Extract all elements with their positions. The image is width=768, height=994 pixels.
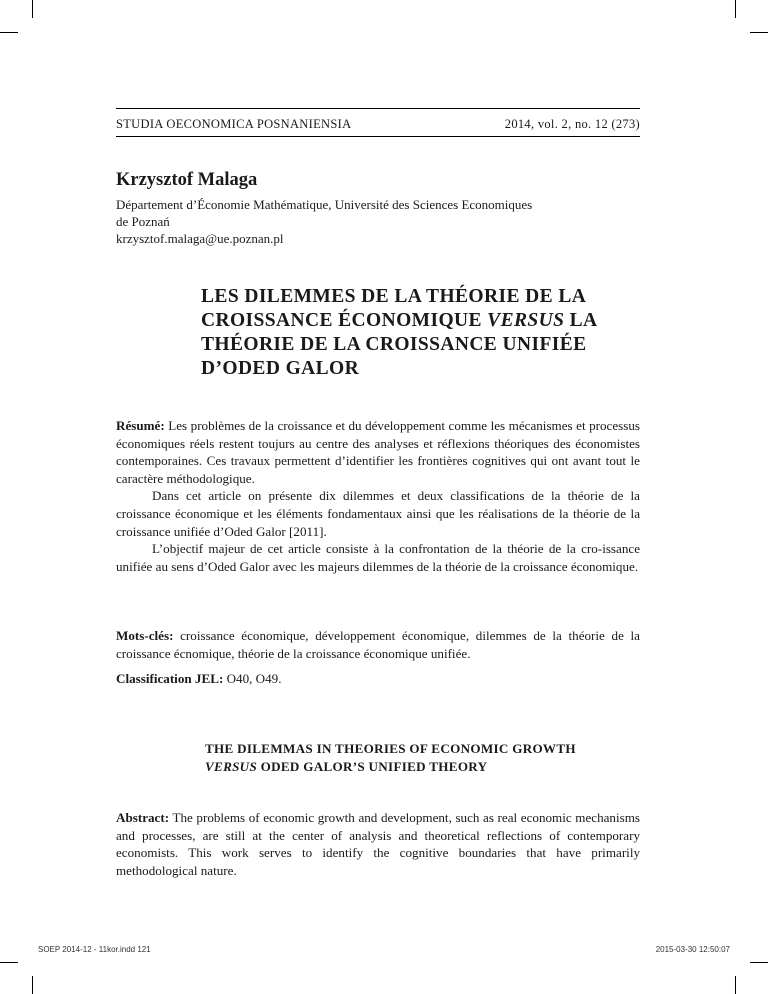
title-en-versus: VERSUS <box>205 759 258 774</box>
title-en-line1: THE DILEMMAS IN THEORIES OF ECONOMIC GROWTH <box>205 741 576 756</box>
abstract-text: The problems of economic growth and development, such as real economic mechanisms and processes, are still at the center of analysis and theoretical reflections of contemporary economists. This work serves to identify the cognitive boundaries that have primarily methodological nature. <box>116 810 640 878</box>
abstract-block <box>116 809 640 879</box>
jel-text: O40, O49. <box>223 671 282 686</box>
affiliation-line: de Poznań <box>116 214 170 229</box>
resume-p2: Dans cet article on présente dix dilemmes et deux classifications de la théorie de la croissance économique et les éléments fondamentaux ainsi que les réalisations de la théorie de la croissance unifiée d’Oded Galor [2011]. <box>116 488 640 539</box>
crop-mark <box>750 32 768 33</box>
crop-mark <box>735 976 736 994</box>
header-rule-top <box>116 108 640 109</box>
abstract-label: Abstract: <box>116 810 170 825</box>
title-part: LA THÉORIE DE LA CROISSANCE UNIFIÉE D’ODED GALOR <box>201 310 597 379</box>
affiliation-line: Département d’Économie Mathématique, Université des Sciences Economiques <box>116 197 533 212</box>
paper-title-fr <box>201 285 641 381</box>
footer-left: SOEP 2014-12 - 11kor.indd 121 <box>38 945 151 954</box>
jel-label: Classification JEL: <box>116 671 224 686</box>
resume-label: Résumé: <box>116 418 165 433</box>
title-en-line2: ODED GALOR’S UNIFIED THEORY <box>257 759 488 774</box>
journal-name: STUDIA OECONOMICA POSNANIENSIA <box>116 117 352 131</box>
keywords-text: croissance économique, développement économique, dilemmes de la théorie de la croissance écnomique, théorie de la croissance économique unifiée. <box>116 628 640 661</box>
author-name: Krzysztof Malaga <box>116 170 258 190</box>
author-email[interactable]: krzysztof.malaga@ue.poznan.pl <box>116 231 284 246</box>
title-part: LES DILEMMES DE LA THÉORIE DE LA CROISSANCE ÉCONOMIQUE <box>201 286 586 331</box>
resume-p1: Les problèmes de la croissance et du développement comme les mécanismes et processus économiques réels restent toujurs au centre des analyses et réflexions théoriques des économistes contemporaines. Ces travaux permettent d’identifier les frontières cognitives qui ont avant tout le caractère méthodologique. <box>116 418 640 486</box>
crop-mark <box>0 962 18 963</box>
issue-info: 2014, vol. 2, no. 12 (273) <box>504 117 640 131</box>
title-versus: VERSUS <box>487 310 565 331</box>
keywords-block <box>116 627 640 662</box>
crop-mark <box>735 0 736 18</box>
crop-mark <box>0 32 18 33</box>
crop-mark <box>32 0 33 18</box>
crop-mark <box>750 962 768 963</box>
crop-mark <box>32 976 33 994</box>
resume-block <box>116 417 640 575</box>
keywords-label: Mots-clés: <box>116 628 174 643</box>
paper-title-en <box>205 740 625 776</box>
header-rule-bottom <box>116 136 640 137</box>
affiliation <box>116 196 640 247</box>
jel-block <box>116 670 640 688</box>
resume-p3: L’objectif majeur de cet article consiste à la confrontation de la théorie de la cro-issance unifiée au sens d’Oded Galor avec les majeurs dilemmes de la théorie de la croissance économique. <box>116 541 640 574</box>
footer-right: 2015-03-30 12:50:07 <box>655 945 730 954</box>
